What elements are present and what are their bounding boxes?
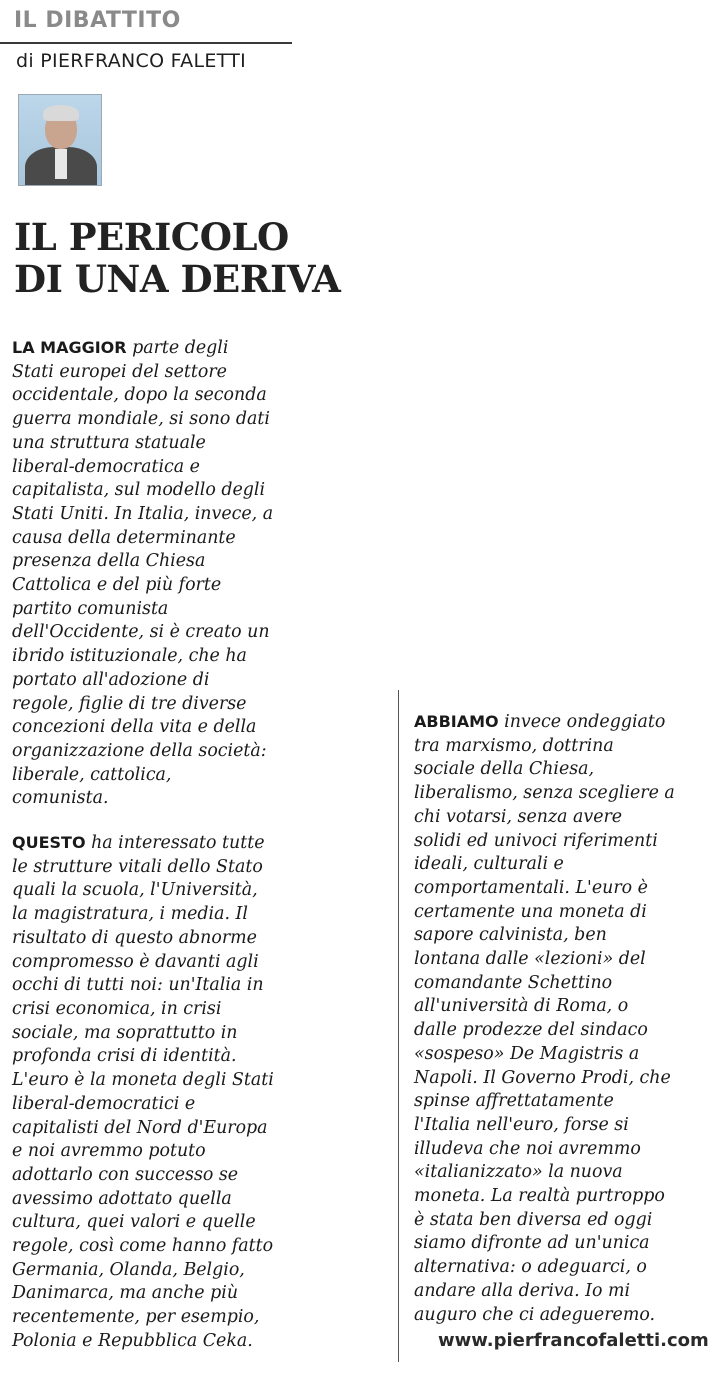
- paragraph-line: adottarlo con successo se: [12, 1164, 239, 1185]
- paragraph-line: «italianizzato» la nuova: [414, 1162, 623, 1183]
- paragraph-line: certamente una moneta di: [414, 901, 647, 922]
- paragraph-line: tra marxismo, dottrina: [414, 735, 614, 756]
- paragraph-line: lontana dalle «lezioni» del: [414, 949, 646, 970]
- paragraph-line: portato all'adozione di: [12, 669, 210, 690]
- paragraph-line: alternativa: o adeguarci, o: [414, 1257, 647, 1278]
- paragraph-line: cultura, quei valori e quelle: [12, 1212, 256, 1233]
- paragraph-line: avessimo adottato quella: [12, 1188, 232, 1209]
- paragraph-line: all'università di Roma, o: [414, 996, 629, 1017]
- paragraph-line: comportamentali. L'euro è: [414, 877, 648, 898]
- paragraph-line: l'Italia nell'euro, forse si: [414, 1114, 629, 1135]
- paragraph-line: partito comunista: [12, 598, 169, 619]
- paragraph-line: Polonia e Repubblica Ceka.: [12, 1330, 253, 1351]
- paragraph-line: sociale, ma soprattutto in: [12, 1022, 238, 1043]
- paragraph-line: sociale della Chiesa,: [414, 759, 595, 780]
- paragraph-line: L'euro è la moneta degli Stati: [12, 1070, 274, 1091]
- paragraph-1: [12, 336, 297, 811]
- paragraph-line: liberal-democratici e: [12, 1093, 196, 1114]
- paragraph-line: presenza della Chiesa: [12, 551, 206, 572]
- paragraph-line: occhi di tutti noi: un'Italia in: [12, 975, 264, 996]
- paragraph-3: [414, 710, 714, 1327]
- paragraph-lead: LA MAGGIOR: [12, 338, 127, 357]
- paragraph-line: capitalisti del Nord d'Europa: [12, 1117, 268, 1138]
- column-divider: [398, 690, 399, 1362]
- paragraph-line: guerra mondiale, si sono dati: [12, 409, 270, 430]
- paragraph-line: solidi ed univoci riferimenti: [414, 830, 658, 851]
- paragraph-lead: QUESTO: [12, 833, 86, 853]
- paragraph-line: ideali, culturali e: [414, 854, 564, 875]
- paragraph-line: illudeva che noi avremmo: [414, 1138, 641, 1159]
- paragraph-line: spinse affrettatamente: [414, 1091, 614, 1112]
- paragraph-2: [12, 831, 297, 1353]
- photo-shirt: [55, 149, 67, 179]
- article-headline: [14, 215, 341, 301]
- paragraph-line: comunista.: [12, 788, 109, 809]
- headline-line-1: IL PERICOLO: [14, 215, 289, 259]
- paragraph-line: liberale, cattolica,: [12, 764, 172, 785]
- paragraph-line: Napoli. Il Governo Prodi, che: [414, 1067, 671, 1088]
- paragraph-line: regole, figlie di tre diverse: [12, 693, 247, 714]
- paragraph-line: LA MAGGIOR parte degli: [12, 338, 229, 358]
- paragraph-line: ABBIAMO invece ondeggiato: [414, 712, 666, 732]
- paragraph-line: causa della determinante: [12, 527, 236, 548]
- paragraph-line: profonda crisi di identità.: [12, 1046, 237, 1067]
- paragraph-line: concezioni della vita e della: [12, 717, 257, 738]
- section-label: IL DIBATTITO: [14, 8, 181, 33]
- paragraph-line: andare alla deriva. Io mi: [414, 1280, 631, 1301]
- paragraph-line: comandante Schettino: [414, 972, 613, 993]
- paragraph-lead: ABBIAMO: [414, 712, 499, 731]
- paragraph-line: dalle prodezze del sindaco: [414, 1020, 648, 1041]
- paragraph-line: crisi economica, in crisi: [12, 998, 222, 1019]
- paragraph-line: la magistratura, i media. Il: [12, 904, 248, 925]
- paragraph-line: una struttura statuale: [12, 432, 206, 453]
- paragraph-line: Danimarca, ma anche più: [12, 1283, 239, 1304]
- section-divider: [0, 42, 292, 44]
- paragraph-line: Stati Uniti. In Italia, invece, a: [12, 503, 274, 524]
- paragraph-line: sapore calvinista, ben: [414, 925, 607, 946]
- paragraph-line: capitalista, sul modello degli: [12, 480, 266, 501]
- paragraph-line: e noi avremmo potuto: [12, 1141, 206, 1162]
- paragraph-line: siamo difronte ad un'unica: [414, 1233, 650, 1254]
- right-column: [414, 710, 714, 1327]
- paragraph-line: quali la scuola, l'Università,: [12, 880, 258, 901]
- paragraph-line: recentemente, per esempio,: [12, 1307, 260, 1328]
- paragraph-line: organizzazione della società:: [12, 740, 267, 761]
- left-column: [12, 336, 297, 1354]
- paragraph-line: occidentale, dopo la seconda: [12, 385, 267, 406]
- paragraph-line: auguro che ci adegueremo.: [414, 1304, 656, 1325]
- paragraph-line: ibrido istituzionale, che ha: [12, 646, 247, 667]
- paragraph-line: «sospeso» De Magistris a: [414, 1043, 640, 1064]
- paragraph-line: liberalismo, senza scegliere a: [414, 783, 675, 804]
- paragraph-line: compromesso è davanti agli: [12, 951, 259, 972]
- photo-hair: [43, 105, 79, 121]
- paragraph-line: Cattolica e del più forte: [12, 575, 222, 596]
- headline-line-2: DI UNA DERIVA: [14, 257, 341, 301]
- paragraph-line: moneta. La realtà purtroppo: [414, 1186, 665, 1207]
- author-photo: [18, 94, 102, 186]
- paragraph-line: è stata ben diversa ed oggi: [414, 1209, 653, 1230]
- paragraph-line: risultato di questo abnorme: [12, 927, 257, 948]
- paragraph-line: liberal-democratica e: [12, 456, 200, 477]
- paragraph-line: regole, così come hanno fatto: [12, 1236, 274, 1257]
- paragraph-line: Germania, Olanda, Belgio,: [12, 1259, 245, 1280]
- paragraph-line: chi votarsi, senza avere: [414, 806, 623, 827]
- author-website: www.pierfrancofaletti.com: [438, 1330, 709, 1351]
- paragraph-line: QUESTO ha interessato tutte: [12, 833, 265, 854]
- author-byline: di PIERFRANCO FALETTI: [16, 50, 247, 72]
- paragraph-line: le strutture vitali dello Stato: [12, 856, 263, 877]
- paragraph-line: Stati europei del settore: [12, 361, 227, 382]
- paragraph-line: dell'Occidente, si è creato un: [12, 622, 270, 643]
